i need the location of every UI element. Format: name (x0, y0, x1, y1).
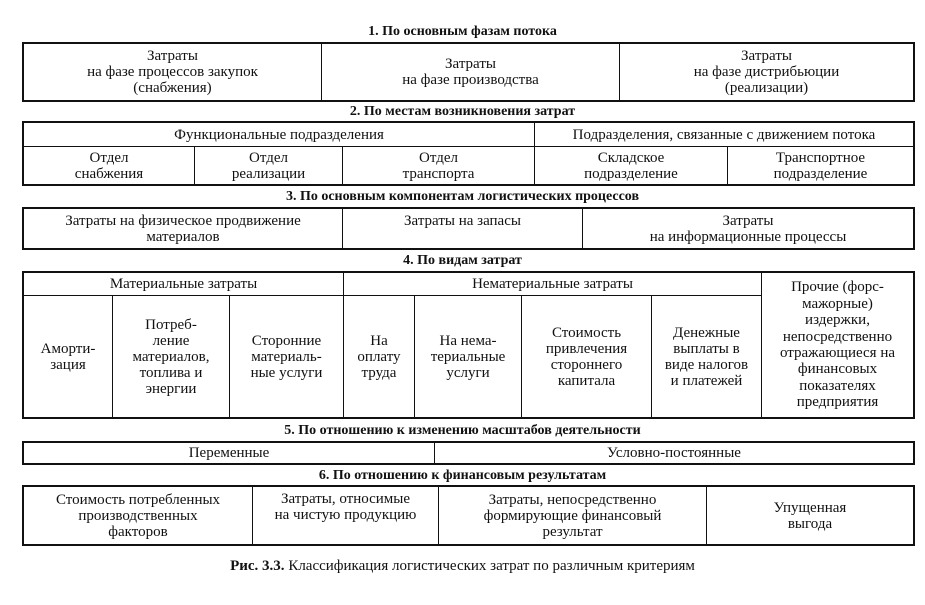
section-4-title: 4. По видам затрат (403, 253, 522, 268)
section-5-title: 5. По отношению к изменению масштабов деятельности (284, 423, 641, 438)
figure-caption-label: Рис. 3.3. (230, 558, 285, 574)
s1-production-phase-cell: Затраты на фазе производства (402, 56, 539, 88)
s2-sales-dept-cell: Отдел реализации (231, 149, 306, 182)
section-4-table (22, 271, 915, 419)
s4-material-costs-header: Материальные затраты (109, 276, 258, 292)
s4-nonmaterial-costs-header: Нематериальные затраты (472, 276, 633, 292)
s5-semi-fixed-cell: Условно-постоянные (607, 445, 741, 461)
s4-nonmaterial-services-cell: На нема- териальные услуги (430, 332, 506, 381)
section-6-table (22, 485, 915, 546)
s2-supply-dept-cell: Отдел снабжения (74, 149, 144, 182)
s4-materials-energy-cell: Потреб- ление материалов, топлива и энергии (132, 316, 210, 397)
section-6-title: 6. По отношению к финансовым результатам (318, 468, 607, 483)
s5-variable-cell: Переменные (188, 445, 270, 461)
s4-other-costs-cell: Прочие (форс- мажорные) издержки, непосредственно отражающиеся на финансовых показателях предприятия (779, 279, 896, 411)
s4-external-material-services-cell: Сторонние материаль- ные услуги (250, 332, 323, 381)
s3-physical-movement-cell: Затраты на физическое продвижение материалов (65, 212, 301, 245)
s3-inventory-cell: Затраты на запасы (404, 213, 521, 229)
figure-caption (0, 557, 925, 575)
section-3-table (22, 207, 915, 250)
s4-taxes-payments-cell: Денежные выплаты в виде налогов и платежей (664, 324, 749, 389)
section-1-title: 1. По основным фазам потока (368, 24, 557, 39)
s4-external-capital-cell: Стоимость привлечения стороннего капитала (545, 324, 628, 389)
s1-procurement-phase-cell: Затраты на фазе процессов закупок (снабжения) (87, 48, 258, 96)
figure-caption-text: Классификация логистических затрат по различным критериям (288, 558, 695, 574)
s1-distribution-phase-cell: Затраты на фазе дистрибьюции (реализации) (693, 48, 840, 96)
section-2-title: 2. По местам возникновения затрат (349, 104, 576, 119)
s2-functional-units-header: Функциональные подразделения (174, 126, 384, 143)
section-5-table (22, 441, 915, 465)
s2-transport-dept-cell: Отдел транспорта (402, 149, 475, 182)
s2-transport-unit-cell: Транспортное подразделение (773, 149, 868, 182)
s3-information-cell: Затраты на информационные процессы (649, 212, 847, 245)
section-3-title: 3. По основным компонентам логистических процессов (285, 189, 640, 204)
s6-financial-result-cell: Затраты, непосредственно формирующие финансовый результат (483, 491, 662, 540)
s2-warehouse-unit-cell: Складское подразделение (584, 149, 678, 182)
s6-net-product-cell: Затраты, относимые на чистую продукцию (274, 491, 417, 523)
section-1-table (22, 42, 915, 102)
s4-depreciation-cell: Аморти- зация (40, 340, 96, 373)
s2-flow-units-header: Подразделения, связанные с движением потока (572, 126, 876, 143)
section-2-table (22, 121, 915, 186)
s6-consumed-factors-cell: Стоимость потребленных производственных факторов (55, 491, 221, 540)
s6-lost-profit-cell: Упущенная выгода (773, 499, 847, 532)
s4-labor-cell: На оплату труда (357, 332, 401, 381)
